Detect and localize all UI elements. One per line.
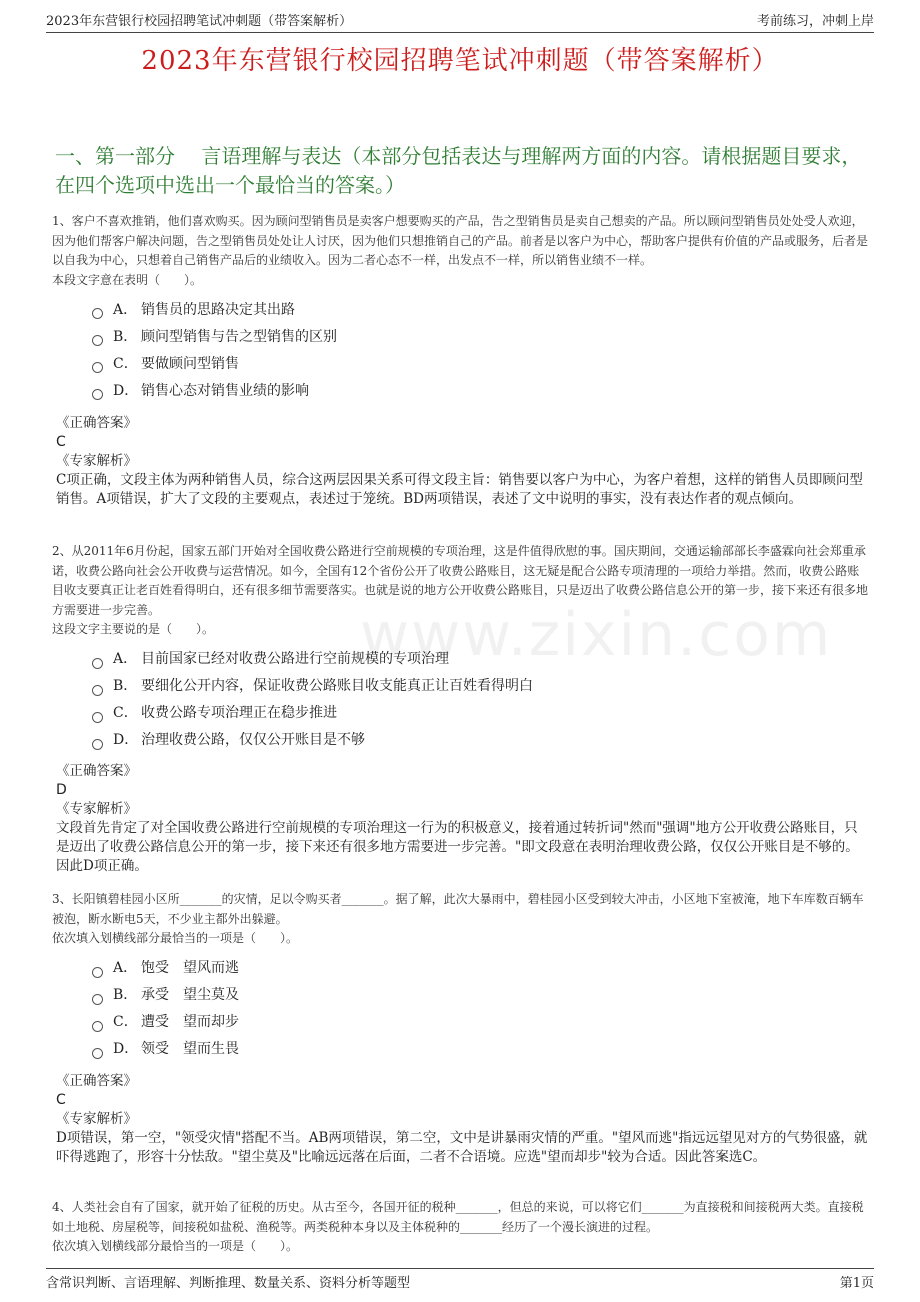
answer-block-3: [56, 1072, 868, 1167]
option-letter: D．: [113, 382, 139, 399]
radio-icon[interactable]: [92, 967, 103, 978]
question-3: [52, 890, 868, 1064]
option-text: 承受 望尘莫及: [141, 987, 239, 1004]
option-c[interactable]: [92, 1010, 868, 1037]
watermark: www.zixin.com: [360, 600, 833, 670]
header-right-text: 考前练习，冲刺上岸: [756, 14, 874, 29]
option-text: 饱受 望风而逃: [141, 960, 239, 977]
analysis-label: 《专家解析》: [56, 453, 137, 469]
option-letter: C．: [113, 705, 138, 722]
radio-icon[interactable]: [92, 308, 103, 319]
footer-left-text: 含常识判断、言语理解、判断推理、数量关系、资料分析等题型: [46, 1276, 411, 1291]
option-d[interactable]: [92, 378, 868, 405]
page-title: 2023年东营银行校园招聘笔试冲刺题（带答案解析）: [141, 46, 779, 76]
question-2: [52, 542, 868, 755]
question-stem: 3、长阳镇碧桂园小区所_______的灾情，足以令购买者_______。据了解，此次大暴雨中，碧桂园小区受到较大冲击，小区地下室被淹，地下车库数百辆车被泡，断水断电5天，不少业主都外出躲避。: [52, 892, 864, 926]
option-text: 销售员的思路决定其出路: [141, 301, 295, 318]
answer-block-2: [56, 762, 868, 876]
option-text: 要细化公开内容，保证收费公路账目收支能真正让百姓看得明白: [141, 678, 533, 695]
question-4: [52, 1198, 868, 1257]
answer-label: 《正确答案》: [56, 415, 137, 431]
radio-icon[interactable]: [92, 362, 103, 373]
answer-label: 《正确答案》: [56, 763, 137, 779]
option-list: [92, 647, 868, 755]
answer-block-1: [56, 414, 868, 509]
question-stem: 4、人类社会自有了国家，就开始了征税的历史。从古至今，各国开征的税种_______，但总的来说，可以将它们_______为直接税和间接税两大类。直接税如土地税、房屋税等，间接税如盐税、渔税等。两类税种本身以及主体税种的_______经历了一个漫长演进的过程。: [52, 1200, 864, 1234]
option-c[interactable]: [92, 351, 868, 378]
option-b[interactable]: [92, 674, 868, 701]
radio-icon[interactable]: [92, 1021, 103, 1032]
option-text: 目前国家已经对收费公路进行空前规模的专项治理: [141, 651, 449, 668]
radio-icon[interactable]: [92, 389, 103, 400]
radio-icon[interactable]: [92, 712, 103, 723]
option-a[interactable]: [92, 956, 868, 983]
analysis-label: 《专家解析》: [56, 1111, 137, 1127]
radio-icon[interactable]: [92, 335, 103, 346]
answer-value: D: [56, 782, 67, 798]
answer-value: C: [56, 1092, 66, 1108]
option-letter: A．: [113, 651, 138, 668]
question-prompt: 依次填入划横线部分最恰当的一项是（ ）。: [52, 931, 299, 945]
page-header: [46, 10, 874, 33]
option-d[interactable]: [92, 1037, 868, 1064]
option-letter: A．: [113, 301, 138, 318]
page-footer: [46, 1268, 874, 1291]
option-text: 要做顾问型销售: [141, 355, 239, 372]
option-a[interactable]: [92, 297, 868, 324]
analysis-text: D项错误，第一空，"领受灾情"搭配不当。AB两项错误，第二空，文中是讲暴雨灾情的严重。"望风而逃"指远远望见对方的气势很盛，就吓得逃跑了，形容十分怯敌。"望尘莫及"比喻远远落在后面，二者不合语境。应选"望而却步"较为合适。因此答案选C。: [56, 1130, 868, 1165]
option-text: 销售心态对销售业绩的影响: [141, 382, 309, 399]
analysis-label: 《专家解析》: [56, 801, 137, 817]
analysis-text: C项正确，文段主体为两种销售人员，综合这两层因果关系可得文段主旨：销售要以客户为中心，为客户着想，这样的销售人员即顾问型销售。A项错误，扩大了文段的主要观点，表述过于笼统。BD两项错误，表述了文中说明的事实，没有表达作者的观点倾向。: [56, 472, 863, 507]
option-b[interactable]: [92, 324, 868, 351]
option-text: 顾问型销售与告之型销售的区别: [141, 328, 337, 345]
section-heading: 一、第一部分 言语理解与表达（本部分包括表达与理解两方面的内容。请根据题目要求，在四个选项中选出一个最恰当的答案。）: [55, 144, 862, 197]
option-text: 收费公路专项治理正在稳步推进: [141, 705, 337, 722]
radio-icon[interactable]: [92, 739, 103, 750]
option-letter: D．: [113, 1041, 139, 1058]
question-stem: 2、从2011年6月份起，国家五部门开始对全国收费公路进行空前规模的专项治理，这是件值得欣慰的事。国庆期间，交通运输部部长李盛霖向社会郑重承诺，收费公路向社会公开收费与运营情况。如今，全国有12个省份公开了收费公路账目，这无疑是配合公路专项清理的一项给力举措。然而，收费公路账目收支要真正让老百姓看得明白，还有很多细节需要落实。也就是说的地方公开收费公路账目，只是迈出了收费公路信息公开的第一步，接下来还有很多地方需要进一步完善。: [52, 544, 869, 617]
radio-icon[interactable]: [92, 685, 103, 696]
option-letter: D．: [113, 732, 139, 749]
option-letter: C．: [113, 1014, 138, 1031]
page-number: 第1页: [839, 1276, 874, 1291]
option-a[interactable]: [92, 647, 868, 674]
analysis-text: 文段首先肯定了对全国收费公路进行空前规模的专项治理这一行为的积极意义，接着通过转折词"然而"强调"地方公开收费公路账目，只是迈出了收费公路信息公开的第一步，接下来还有很多地方需要进一步完善。"即文段意在表明治理收费公路，仅仅公开账目是不够的。因此D项正确。: [56, 820, 859, 874]
radio-icon[interactable]: [92, 1048, 103, 1059]
question-prompt: 依次填入划横线部分最恰当的一项是（ ）。: [52, 1239, 299, 1253]
answer-label: 《正确答案》: [56, 1073, 137, 1089]
radio-icon[interactable]: [92, 658, 103, 669]
option-text: 治理收费公路，仅仅公开账目是不够: [141, 732, 365, 749]
option-letter: B．: [113, 678, 138, 695]
option-text: 遭受 望而却步: [141, 1014, 239, 1031]
option-list: [92, 956, 868, 1064]
radio-icon[interactable]: [92, 994, 103, 1005]
option-text: 领受 望而生畏: [141, 1041, 239, 1058]
option-list: [92, 297, 868, 405]
option-letter: B．: [113, 328, 138, 345]
header-left-text: 2023年东营银行校园招聘笔试冲刺题（带答案解析）: [46, 14, 353, 29]
answer-value: C: [56, 434, 66, 450]
option-letter: C．: [113, 355, 138, 372]
question-stem: 1、客户不喜欢推销，他们喜欢购买。因为顾问型销售员是卖客户想要购买的产品，告之型销售员是卖自己想卖的产品。所以顾问型销售员处处受人欢迎，因为他们帮客户解决问题，告之型销售员处处让人讨厌，因为他们只想推销自己的产品。前者是以客户为中心，帮助客户提供有价值的产品或服务，后者是以自我为中心，只想着自己销售产品后的业绩收入。因为二者心态不一样，出发点不一样，所以销售业绩不一样。: [52, 214, 869, 267]
option-c[interactable]: [92, 701, 868, 728]
question-1: [52, 212, 868, 405]
option-b[interactable]: [92, 983, 868, 1010]
option-d[interactable]: [92, 728, 868, 755]
option-letter: A．: [113, 960, 138, 977]
question-prompt: 本段文字意在表明（ ）。: [52, 272, 203, 287]
question-prompt: 这段文字主要说的是（ ）。: [52, 622, 215, 636]
option-letter: B．: [113, 987, 138, 1004]
